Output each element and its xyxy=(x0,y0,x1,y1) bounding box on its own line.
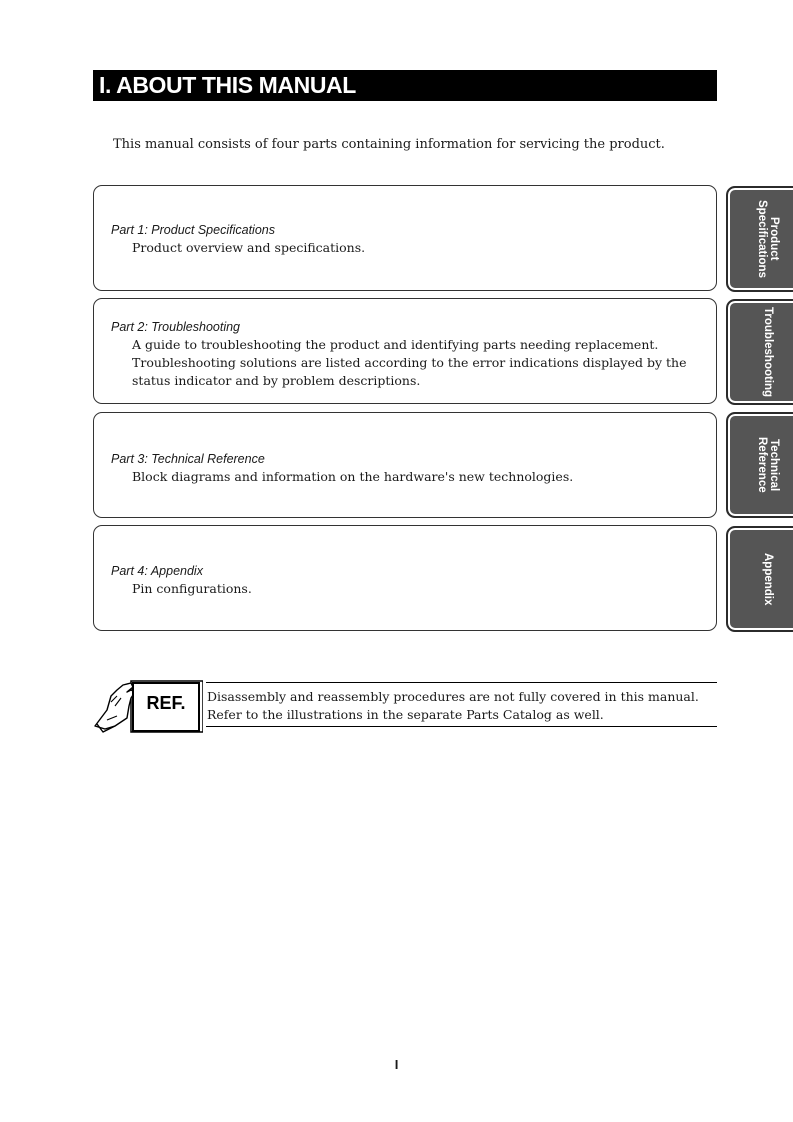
tab-appendix-label: Appendix xyxy=(762,552,774,606)
tab-technical-reference-label: Technical Reference xyxy=(756,437,780,493)
ref-bottom-rule xyxy=(206,726,717,727)
tab-product-specifications-label: Product Specifications xyxy=(756,200,780,278)
part-3-title: Part 3: Technical Reference xyxy=(111,452,265,466)
ref-note-line-1: Disassembly and reassembly procedures are not fully covered in this manual. xyxy=(207,689,699,704)
ref-hand-icon xyxy=(93,676,203,734)
part-4-description: Pin configurations. xyxy=(132,581,252,596)
part-2-box xyxy=(93,298,717,404)
tab-appendix[interactable] xyxy=(726,526,793,632)
tab-troubleshooting[interactable] xyxy=(726,299,793,405)
part-2-description-line-3: status indicator and by problem descriptions. xyxy=(132,373,421,388)
tab-technical-reference[interactable] xyxy=(726,412,793,518)
tab-troubleshooting-label: Troubleshooting xyxy=(762,306,774,398)
ref-note xyxy=(207,688,719,724)
part-4-title: Part 4: Appendix xyxy=(111,564,203,578)
ref-badge-label: REF. xyxy=(146,693,186,713)
ref-top-rule xyxy=(206,682,717,683)
ref-note-line-2: Refer to the illustrations in the separate Parts Catalog as well. xyxy=(207,707,604,722)
page-number: I xyxy=(394,1057,399,1072)
part-2-title: Part 2: Troubleshooting xyxy=(111,320,241,334)
part-2-description-line-2: Troubleshooting solutions are listed according to the error indications displayed by the xyxy=(132,355,687,370)
part-1-box xyxy=(93,185,717,291)
part-1-title: Part 1: Product Specifications xyxy=(111,223,275,237)
part-1-description: Product overview and specifications. xyxy=(132,240,366,255)
section-heading: I. ABOUT THIS MANUAL xyxy=(99,72,356,98)
section-heading-bar xyxy=(93,70,717,101)
tab-product-specifications[interactable] xyxy=(726,186,793,292)
intro-paragraph: This manual consists of four parts containing information for servicing the product. xyxy=(113,137,665,152)
part-4-box xyxy=(93,525,717,631)
part-2-description-line-1: A guide to troubleshooting the product and identifying parts needing replacement. xyxy=(132,337,659,352)
part-3-box xyxy=(93,412,717,518)
part-3-description: Block diagrams and information on the hardware's new technologies. xyxy=(132,469,574,484)
